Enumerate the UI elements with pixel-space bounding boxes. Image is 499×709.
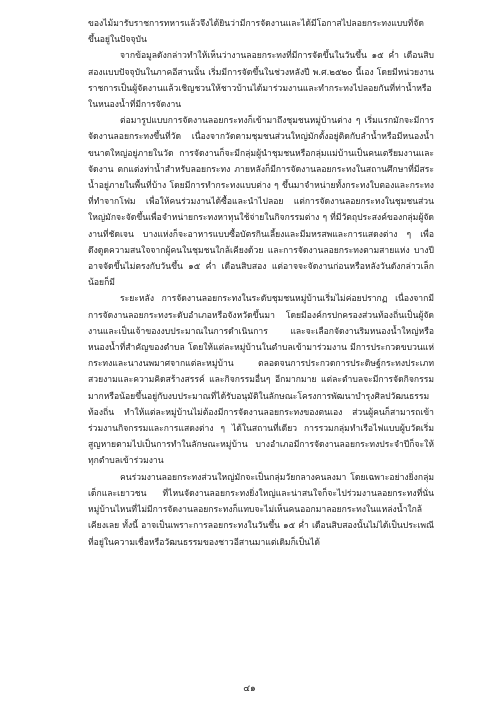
paragraph-4: ระยะหลัง การจัดงานลอยกระทงในระดับชุมชนหมู่บ้านเริ่มไม่ค่อยปรากฏ เนื่องจากมีการจัดงานลอยกระทงระดับอำเภอหรือจังหวัดขึ้นมา โดยมีองค์กรปกครองส่วนท้องถิ่นเป็นผู้จัดงานและเป็นเจ้าของงบประมาณในการดำเนินการ และจะเลือกจัดงานริมหนองน้ำใหญ่หรือหนองน้ำที่สำคัญของตำบล โดยให้แต่ละหมู่บ้านในตำบลเข้ามาร่วมงาน มีการประกวดขบวนแห่กระทงและนางนพมาศจากแต่ละหมู่บ้าน ตลอดจนการประกวดการประดิษฐ์กระทงประเภทสวยงามและความคิดสร้างสรรค์ และกิจกรรมอื่นๆ อีกมากมาย แต่ละตำบลจะมีการจัดกิจกรรมมากหรือน้อยขึ้นอยู่กับงบประมาณที่ได้รับอนุมัติในลักษณะโครงการพัฒนาบำรุงศิลปวัฒนธรรมท้องถิ่น ทำให้แต่ละหมู่บ้านไม่ต้องมีการจัดงานลอยกระทงของตนเอง ส่วนผู้คนก็สามารถเข้าร่วมงานกิจกรรมและการแสดงต่าง ๆ ได้ในสถานที่เดียว การรวมกลุ่มทำเรือไฟแบบผู้บวัดเริ่มสูญหายตามไปเป็นการทำในลักษณะหมู่บ้าน บางอำเภอมีการจัดงานลอยกระทงประจำปีก็จะให้ทุกตำบลเข้าร่วมงาน <box>88 294 434 467</box>
document-body <box>88 16 434 551</box>
paragraph-5: คนร่วมงานลอยกระทงส่วนใหญ่มักจะเป็นกลุ่มวัยกลางคนลงมา โดยเฉพาะอย่างยิ่งกลุ่มเด็กและเยาวชน ที่ไหนจัดงานลอยกระทงยิ่งใหญ่และน่าสนใจก็จะไปร่วมงานลอยกระทงที่นั่น หมู่บ้านไหนที่ไม่มีการจัดงานลอยกระทงก็แทบจะไม่เห็นคนออกมาลอยกระทงในแหล่งน้ำใกล้เคียงเลย ทั้งนี้ อาจเป็นเพราะการลอยกระทงในวันขึ้น ๑๕ ค่ำ เดือนสิบสองนั้นไม่ได้เป็นประเพณีที่อยู่ในความเชื่อหรือวัฒนธรรมของชาวอีสานมาแต่เดิมก็เป็นได้ <box>88 472 434 548</box>
page-number: ๔๑ <box>243 684 256 694</box>
paragraph-3: ต่อมารูปแบบการจัดงานลอยกระทงก็เข้ามาถึงชุมชนหมู่บ้านต่าง ๆ เริ่มแรกมักจะมีการจัดงานลอยกระทงขึ้นที่วัด เนื่องจากวัดตามชุมชนส่วนใหญ่มักตั้งอยู่ติดกับลำน้ำหรือมีหนองน้ำขนาดใหญ่อยู่ภายในวัด การจัดงานก็จะมีกลุ่มผู้นำชุมชนหรือกลุ่มแม่บ้านเป็นคนเตรียมงานและจัดงาน ตกแต่งท่าน้ำสำหรับลอยกระทง ภายหลังก็มีการจัดงานลอยกระทงในสถานศึกษาที่มีสระน้ำอยู่ภายในพื้นที่บ้าง โดยมีการทำกระทงแบบต่าง ๆ ขึ้นมาจำหน่ายทั้งกระทงใบตองและกระทงที่ทำจากโฟม เพื่อให้คนร่วมงานได้ซื้อและนำไปลอย แต่การจัดงานลอยกระทงในชุมชนส่วนใหญ่มักจะจัดขึ้นเพื่อจำหน่ายกระทงหาทุนใช้จ่ายในกิจกรรมต่าง ๆ ที่มีวัตถุประสงค์ของกลุ่มผู้จัดงานที่ชัดเจน บางแห่งก็จะอาหารแบบซื้อบัตรกินเลี้ยงและมีมหรสพและการแสดงต่าง ๆ เพื่อดึงดูดความสนใจจากผู้คนในชุมชนใกล้เคียงด้วย และการจัดงานลอยกระทงตามสายแห่ง บางปีอาจจัดขึ้นไม่ตรงกับวันขึ้น ๑๕ ค่ำ เดือนสิบสอง แต่อาจจะจัดงานก่อนหรือหลังวันดังกล่าวเล็กน้อยก็มี <box>88 116 434 289</box>
paragraph-1: ของไม้มารับราชการทหารแล้วจึงได้ยินว่ามีการจัดงานและได้มีโอกาสไปลอยกระทงแบบที่จัดขึ้นอยู่ในปัจจุบัน <box>88 19 424 46</box>
paragraph-2: จากข้อมูลดังกล่าวทำให้เห็นว่างานลอยกระทงที่มีการจัดขึ้นในวันขึ้น ๑๕ ค่ำ เดือนสิบสองแบบปัจจุบันในภาคอีสานนั้น เริ่มมีการจัดขึ้นในช่วงหลังปี พ.ศ.๒๕๒๐ นี้เอง โดยมีหน่วยงานราชการเป็นผู้จัดงานแล้วเชิญชวนให้ชาวบ้านได้มาร่วมงานและทำกระทงไปลอยกันที่ท่าน้ำหรือในหนองน้ำที่มีการจัดงาน <box>88 51 434 111</box>
